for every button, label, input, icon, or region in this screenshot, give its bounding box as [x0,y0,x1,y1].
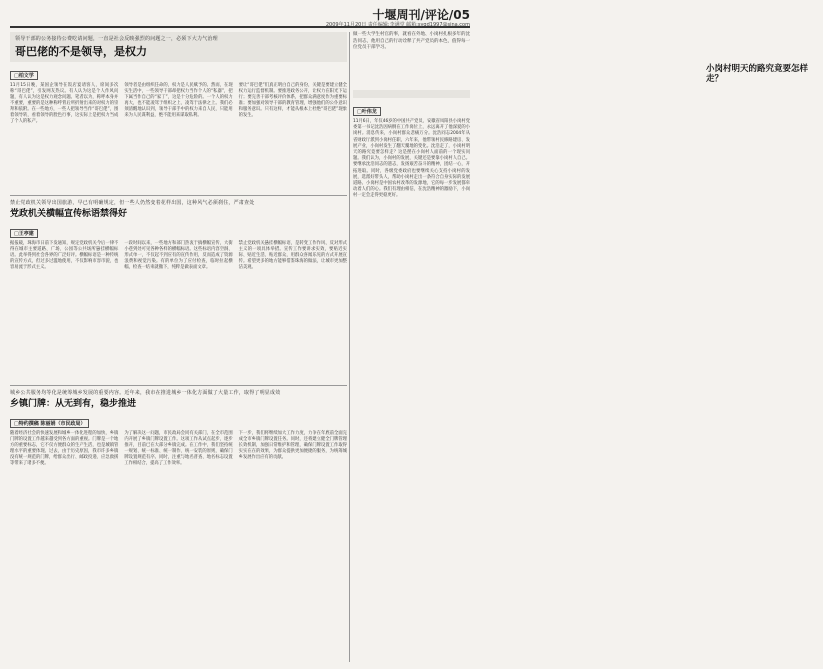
article-1-col-3: 要让“哥巴佬”们真正明白自己的身份，关键是要建立健全权力运行监督机制。要推进政务公开，让权力在阳光下运行；要完善干部考核评价体系，把群众满意度作为重要标准；要加强对领导干部的教育管理，增强他们的公仆意识和服务意识。只有这样，才能从根本上杜绝“哥巴佬”现象的发生。 [238,83,347,118]
sidebar-intro: 做一些大学生村官的事，就看在外地、小岗村扎根多年的沈浩同志，他用自己的行动诠释了共产党员的本色，值得每一位党员干部学习。 [353,32,470,50]
sidebar-headline: 小岗村明天的路究竟要怎样走？ [706,64,809,84]
article-2-col-3: 禁止党政机关悬挂横幅标语，是转变工作作风、反对形式主义的一项具体举措。宣传工作要讲求实效，要贴近实际、贴近生活、贴近群众，用群众喜闻乐见的方式开展宣传。希望更多的地方能够借鉴珠海的做法，让城市更加整洁美观。 [238,241,347,270]
article-2-col-2: 一段时间以来，一些地方和部门热衷于搞横幅宣传，大街小巷到处可见各种各样的横幅标语。这些标语内容空洞、形式单一，不仅起不到应有的宣传作用，反而造成了资源浪费和视觉污染。有的单位为了应付检查，临时拉起横幅，检查一结束就撤下，纯粹是做表面文章。 [124,241,233,270]
article-3-col-3: 下一步，我们将继续加大工作力度，力争在年底前全面完成全市乡镇门牌设置任务。同时，还将建立健全门牌管理长效机制，加强日常维护和管理，确保门牌设置工作取得实实在在的效果，为群众提供更加便捷的服务，为统筹城乡发展作出应有的贡献。 [238,431,347,460]
article-2-topic: 禁止党政机关领导出国旅游，早已有明确规定，但一些人仍然变着花样出国，这种风气必须刹住，严肃查处 [10,200,255,206]
sidebar-byline: □叶伟龙 [353,107,381,116]
article-2-body [10,241,347,391]
article-3-headline: 乡镇门牌：从无到有，稳步推进 [10,399,137,409]
main-column [10,32,347,650]
article-1-body [10,83,347,201]
column-divider [349,32,350,662]
page-section-title: 十堰周刊/评论/05 [372,8,470,22]
article-1-headline: 哥巴佬的不是领导，是权力 [15,45,147,58]
masthead [10,6,470,28]
article-3-col-1: 随着经济社会的快速发展和城乡一体化进程的加快，乡镇门牌的设置工作越来越受到各方面的重视。门牌是一个地方的重要标志，它不仅方便群众的生产生活，也是城镇管理水平的重要体现。过去，由于历史原因，我市许多乡镇没有统一规范的门牌，给群众出行、邮政投递、应急救援等带来了诸多不便。 [10,431,119,466]
article-2 [10,200,347,386]
article-1 [10,32,347,196]
article-1-topic: 领导干部的公务接待公费吃请问题，一直是社会反映强烈的问题之一，必须下大力气治理 [15,36,218,42]
sidebar-header [353,64,809,98]
article-1-byline: □柏文学 [10,71,38,80]
article-1-col-1: 11月15日晚，某国企领导在饭店宴请客人，席间多次称“哥巴佬”，引发网友热议。有人认为这是个人作风问题，有人认为这是权力观念问题。笔者以为，称呼本身并不重要，重要的是这种称呼背后所折射出来的对权力的崇拜和依附。在一些地方，一些人把领导当作“哥巴佬”，围着领导转，看着领导的脸色行事，这实际上是把权力当成了个人的私产。 [10,83,119,124]
sidebar-column [353,32,809,639]
article-3 [10,390,347,650]
article-2-col-1: 据报载，珠海市日前下发通知，规定党政机关今后一律不得在城市主要道路、广场、公园等公共场所悬挂横幅标语。此举得到社会各界的广泛好评。横幅标语是一种传统的宣传方式，但过多过滥地使用，不仅影响市容市貌，也容易流于形式主义。 [10,241,119,270]
article-3-topic: 城乡公共服务均等化是统筹城乡发展的重要内容。近年来，我市在推进城乡一体化方面做了大量工作，取得了明显成效 [10,390,281,396]
article-2-byline: □王亭建 [10,229,38,238]
article-3-body [10,431,347,647]
article-3-byline: □特约撰稿 陈丽娟（市民政局） [10,419,89,428]
article-1-col-2: 领导者是由组织任命的，权力是人民赋予的。然而，在现实生活中，一些领导干部却把权力当作个人的“私器”，把下属当作自己的“家丁”，这是十分危险的。一个人的权力再大，也不能凌驾于组织之上、凌驾于法律之上。我们必须清醒地认识到，领导干部手中的权力来自人民，只能用来为人民谋利益，绝不能用来谋取私利。 [124,83,233,118]
article-1-header [10,32,347,62]
editor-info-line: 2009年11月20日 责任编辑:李满堂 邮箱:syqd1997@sina.com [325,22,470,28]
article-3-col-2: 为了解决这一问题，市民政局会同有关部门，在全市范围内开展了乡镇门牌设置工作。这项工作从试点起步，逐步推开，目前已在大部分乡镇完成。在工作中，我们坚持统一规划、统一标准、统一制作、统一安装的原则，确保门牌设置规范有序。同时，注重与地名普查、地名标志设置工作相结合，提高了工作效率。 [124,431,233,466]
article-2-headline: 党政机关横幅宣传标语禁得好 [10,209,128,219]
sidebar-body: 11月6日，年仅46岁的中国共产党员、安徽省凤阳县小岗村党委第一书记沈浩因病倒在工作岗位上，永远离开了他深爱的小岗村。消息传来，小岗村群众悲痛万分。沈浩同志2004年从省财政厅派到小岗村任职，六年来，他带领村民修路建房、发展产业，小岗村发生了翻天覆地的变化。沈浩走了，小岗村明天的路究竟要怎样走？这是摆在小岗村人面前的一个现实问题。我们认为，小岗村的发展，关键还是要靠小岗村人自己。要继承沈浩同志的遗志，发扬艰苦奋斗的精神，团结一心，开拓进取。同时，各级党委政府也要继续关心支持小岗村的发展，选派好带头人，帮助小岗村走出一条符合自身实际的发展道路。小岗村是中国农村改革的发源地，它的每一步发展都牵动着人们的心。我们有理由相信，在沈浩精神的激励下，小岗村一定会走得更稳更好。 [353,119,470,199]
